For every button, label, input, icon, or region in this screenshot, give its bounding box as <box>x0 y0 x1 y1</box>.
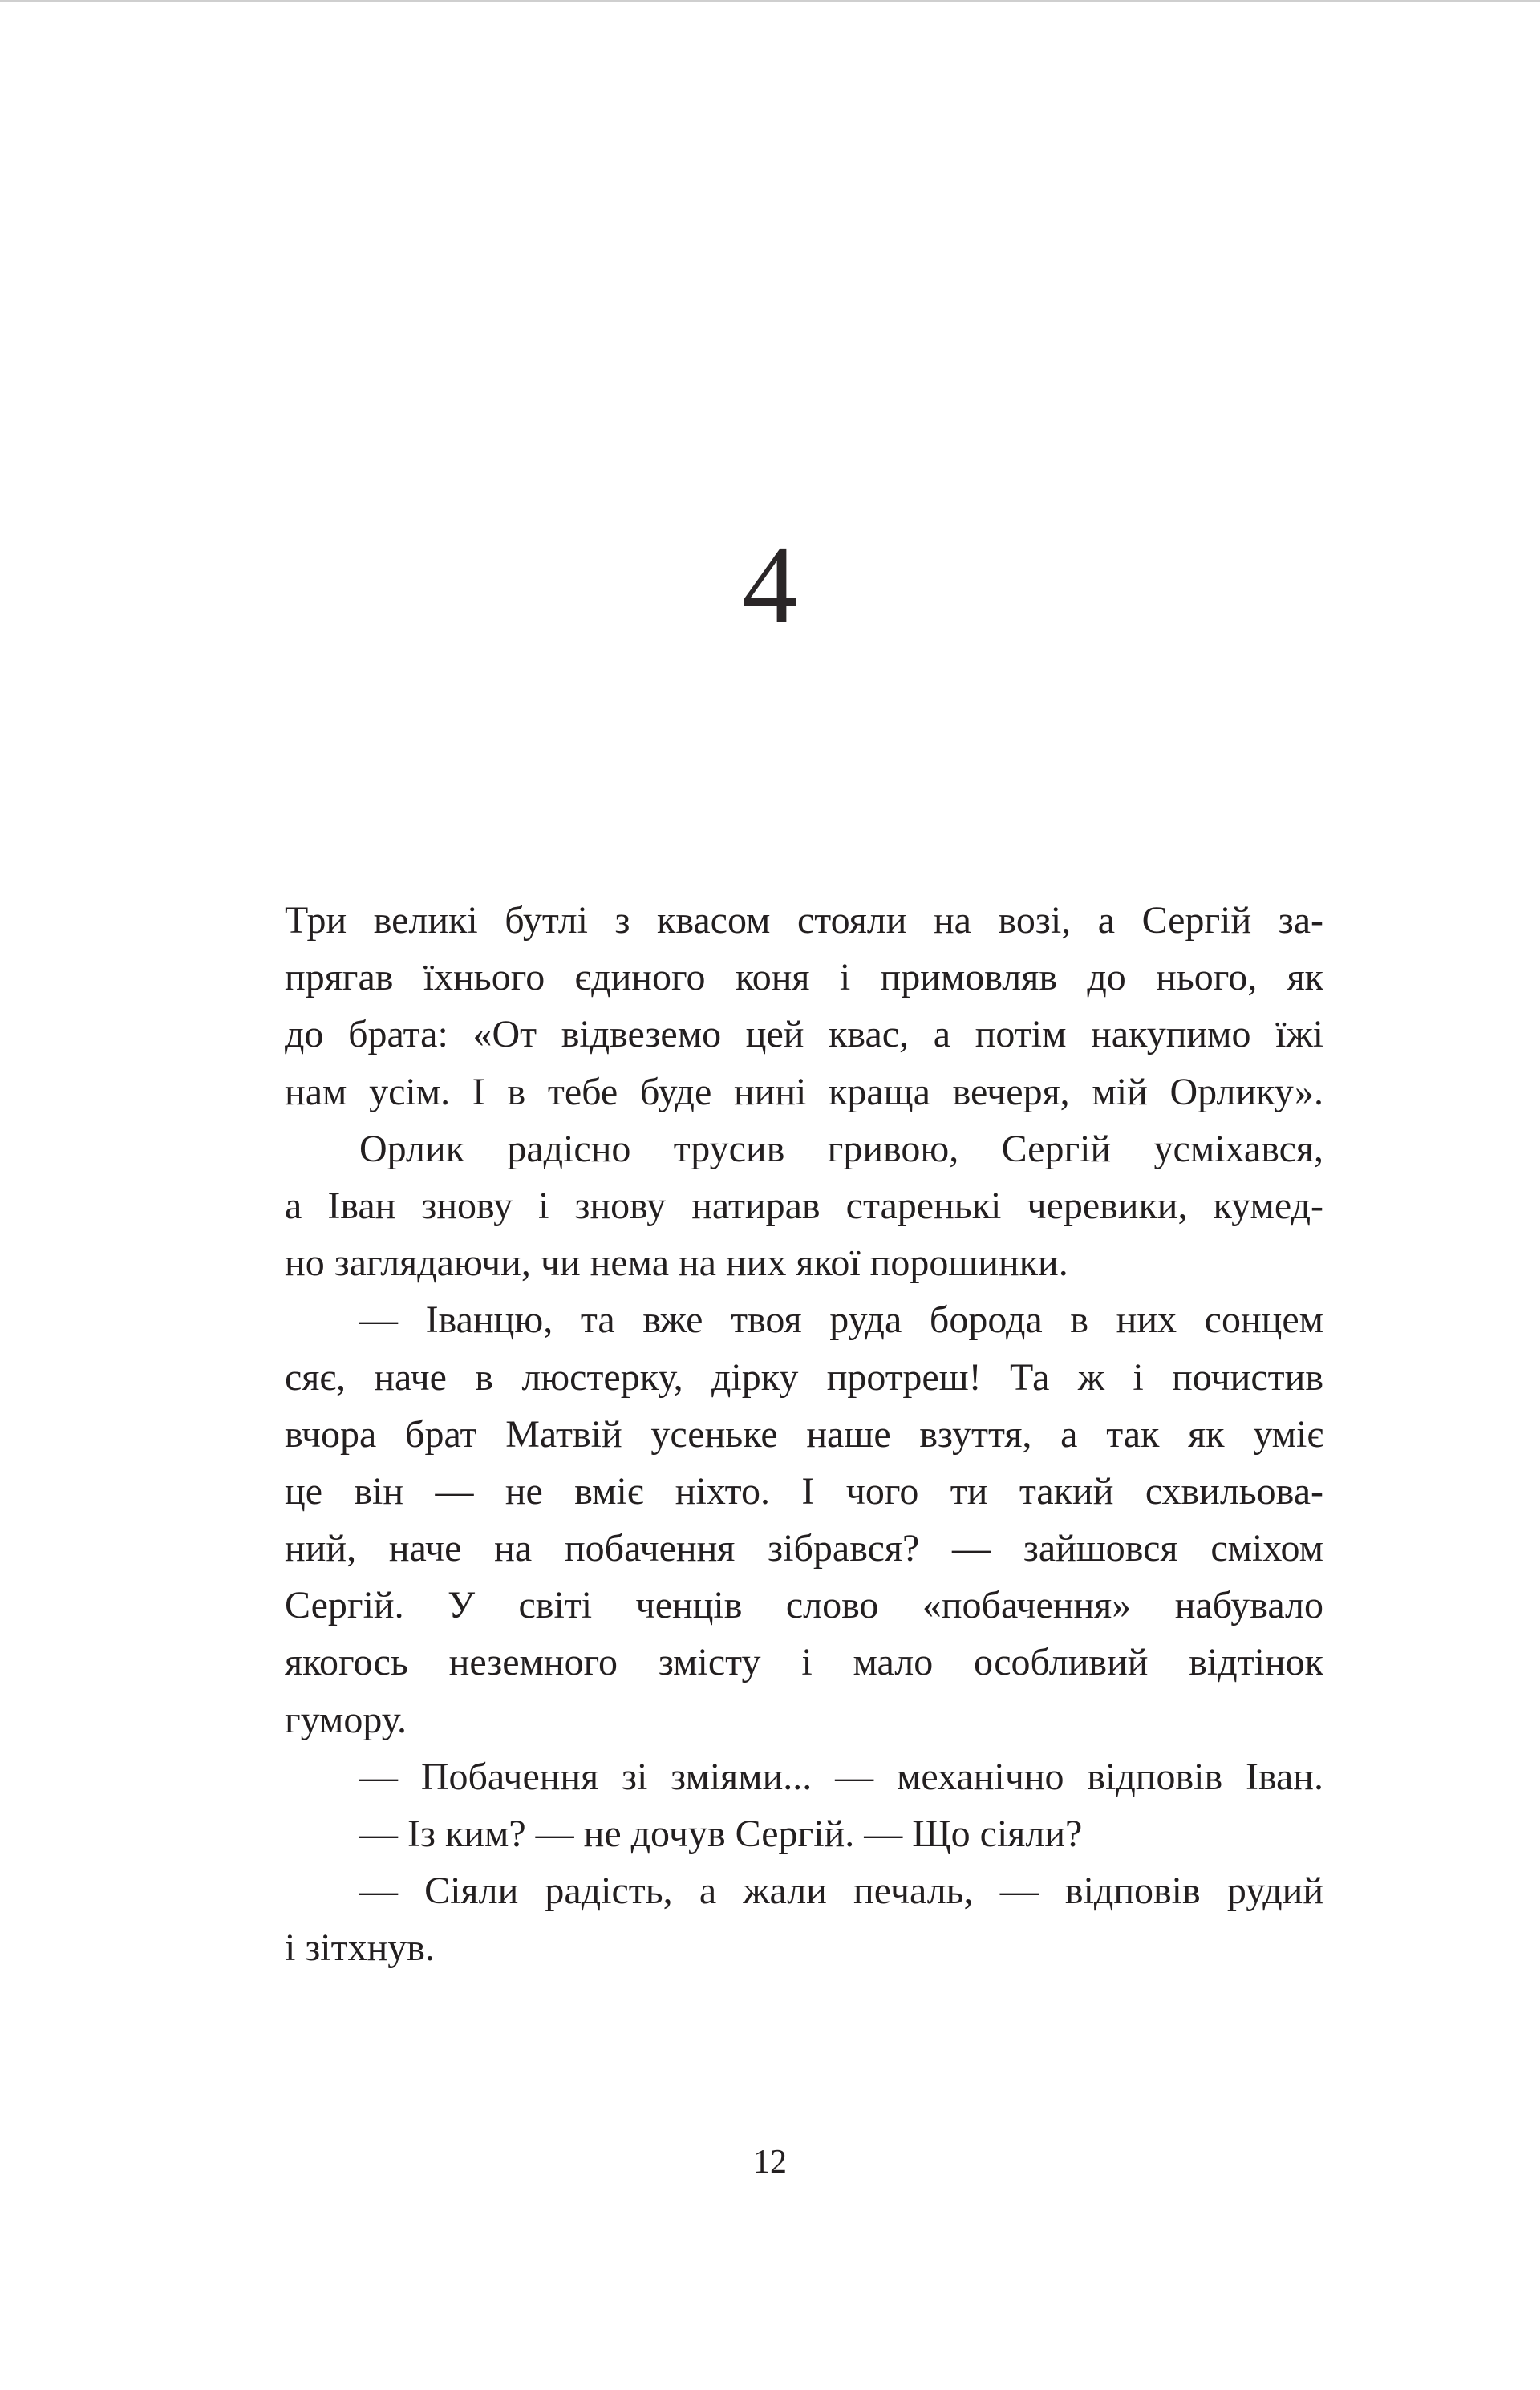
text-line: — Із ким? — не дочув Сергій. — Що сіяли? <box>359 1813 1083 1855</box>
text-line: а Іван знову і знову натирав старенькі черевики, кумед- <box>285 1184 1323 1227</box>
text-line: якогось неземного змісту і мало особливий відтінок <box>285 1641 1323 1684</box>
text-line: і зітхнув. <box>285 1926 435 1970</box>
text-line: це він — не вміє ніхто. І чого ти такий схвильова- <box>285 1469 1323 1513</box>
text-line: Три великі бутлі з квасом стояли на возі, а Сергій за- <box>285 899 1323 942</box>
text-line: гумору. <box>285 1698 407 1741</box>
text-line: вчора брат Матвій усеньке наше взуття, а так як уміє <box>285 1412 1323 1456</box>
text-line: — Побачення зі зміями... — механічно відповів Іван. <box>359 1755 1323 1798</box>
page-number: 12 <box>753 2144 787 2181</box>
text-line: Сергій. У світі ченців слово «побачення» набувало <box>285 1584 1323 1627</box>
page-top-border <box>0 0 1540 2</box>
text-line: нам усім. І в тебе буде нині краща вечеря, мій Орлику». <box>285 1070 1323 1113</box>
text-line: — Іванцю, та вже твоя руда борода в них сонцем <box>359 1298 1323 1342</box>
text-line: — Сіяли радість, а жали печаль, — відповів рудий <box>359 1869 1323 1913</box>
text-line: сяє, наче в люстерку, дірку протреш! Та ж і почистив <box>285 1355 1323 1399</box>
text-line: ний, наче на побачення зібрався? — зайшовся сміхом <box>285 1527 1323 1570</box>
chapter-number: 4 <box>742 523 798 647</box>
text-line: до брата: «От відвеземо цей квас, а потім накупимо їжі <box>285 1013 1323 1056</box>
text-line: но заглядаючи, чи нема на них якої порошинки. <box>285 1242 1068 1285</box>
text-line: Орлик радісно трусив гривою, Сергій усміхався, <box>359 1127 1323 1170</box>
text-line: прягав їхнього єдиного коня і примовляв до нього, як <box>285 956 1323 999</box>
body-text <box>285 892 1323 1977</box>
